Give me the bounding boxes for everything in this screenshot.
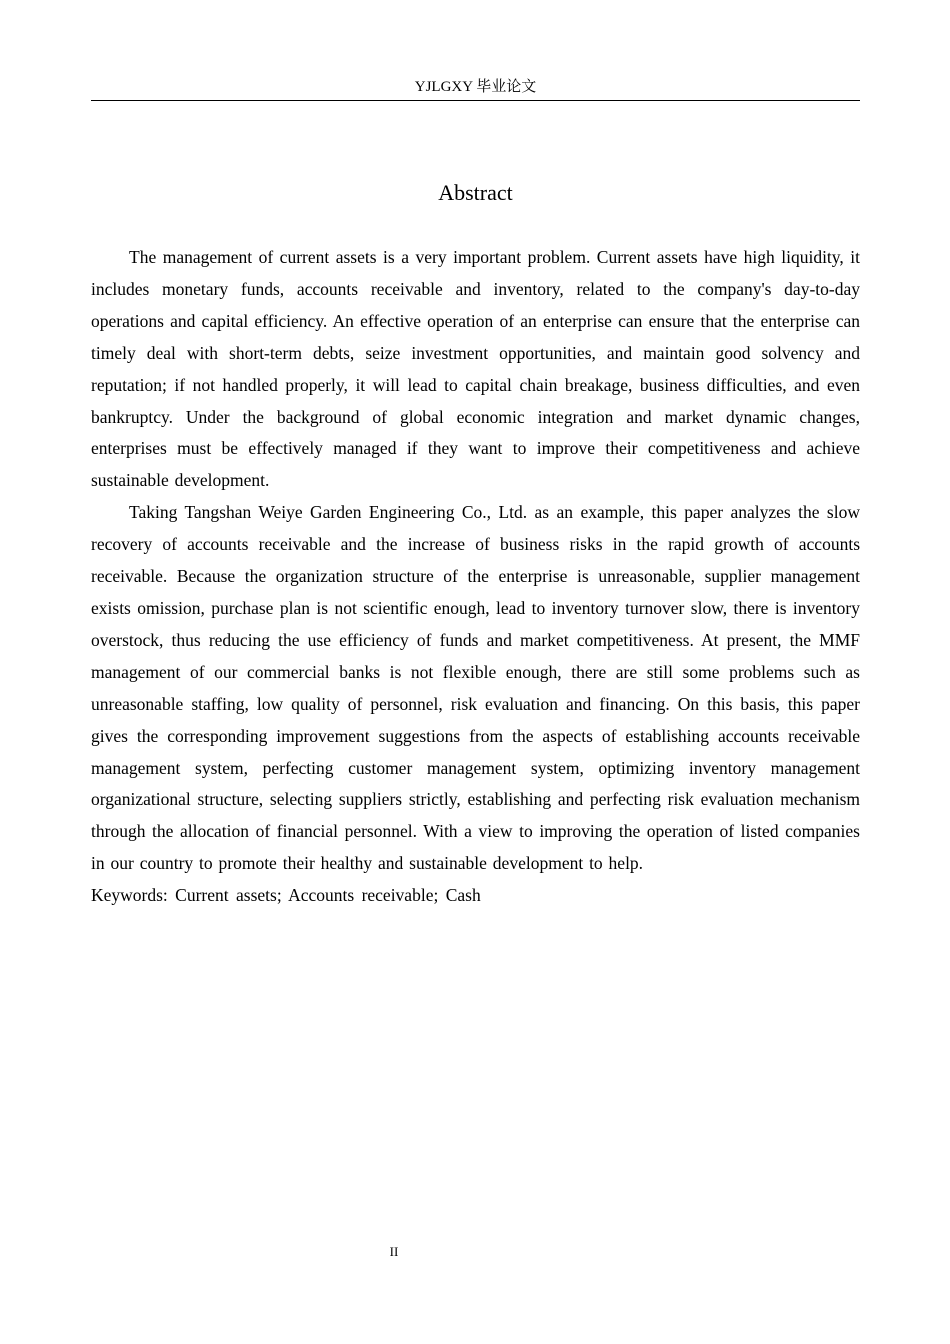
abstract-title: Abstract bbox=[438, 180, 513, 205]
page-number: II bbox=[389, 1244, 399, 1259]
abstract-body bbox=[91, 242, 860, 912]
abstract-paragraph-1: The management of current assets is a very important problem. Current assets have high liquidity, it includes monetary funds, accounts receivable and inventory, related to the company's day-to-day operations and capital efficiency. An effective operation of an enterprise can ensure that the enterprise can timely deal with short-term debts, seize investment opportunities, and maintain good solvency and reputation; if not handled properly, it will lead to capital chain breakage, business difficulties, and even bankruptcy. Under the background of global economic integration and market dynamic changes, enterprises must be effectively managed if they want to improve their competitiveness and achieve sustainable development. bbox=[91, 247, 860, 491]
keywords-line: Keywords: Current assets; Accounts receivable; Cash bbox=[91, 885, 481, 906]
abstract-paragraph-2: Taking Tangshan Weiye Garden Engineering Co., Ltd. as an example, this paper analyzes the slow recovery of accounts receivable and the increase of business risks in the rapid growth of accounts receivable. Because the organization structure of the enterprise is unreasonable, supplier management exists omission, purchase plan is not scientific enough, lead to inventory turnover slow, there is inventory overstock, thus reducing the use efficiency of funds and market competitiveness. At present, the MMF management of our commercial banks is not flexible enough, there are still some problems such as unreasonable staffing, low quality of personnel, risk evaluation and financing. On this basis, this paper gives the corresponding improvement suggestions from the aspects of establishing accounts receivable management system, perfecting customer management system, optimizing inventory management organizational structure, selecting suppliers strictly, establishing and perfecting risk evaluation mechanism through the allocation of financial personnel. With a view to improving the operation of listed companies in our country to promote their healthy and sustainable development to help. bbox=[91, 502, 860, 874]
page-header bbox=[91, 76, 860, 101]
header-title: YJLGXY 毕业论文 bbox=[414, 79, 537, 95]
